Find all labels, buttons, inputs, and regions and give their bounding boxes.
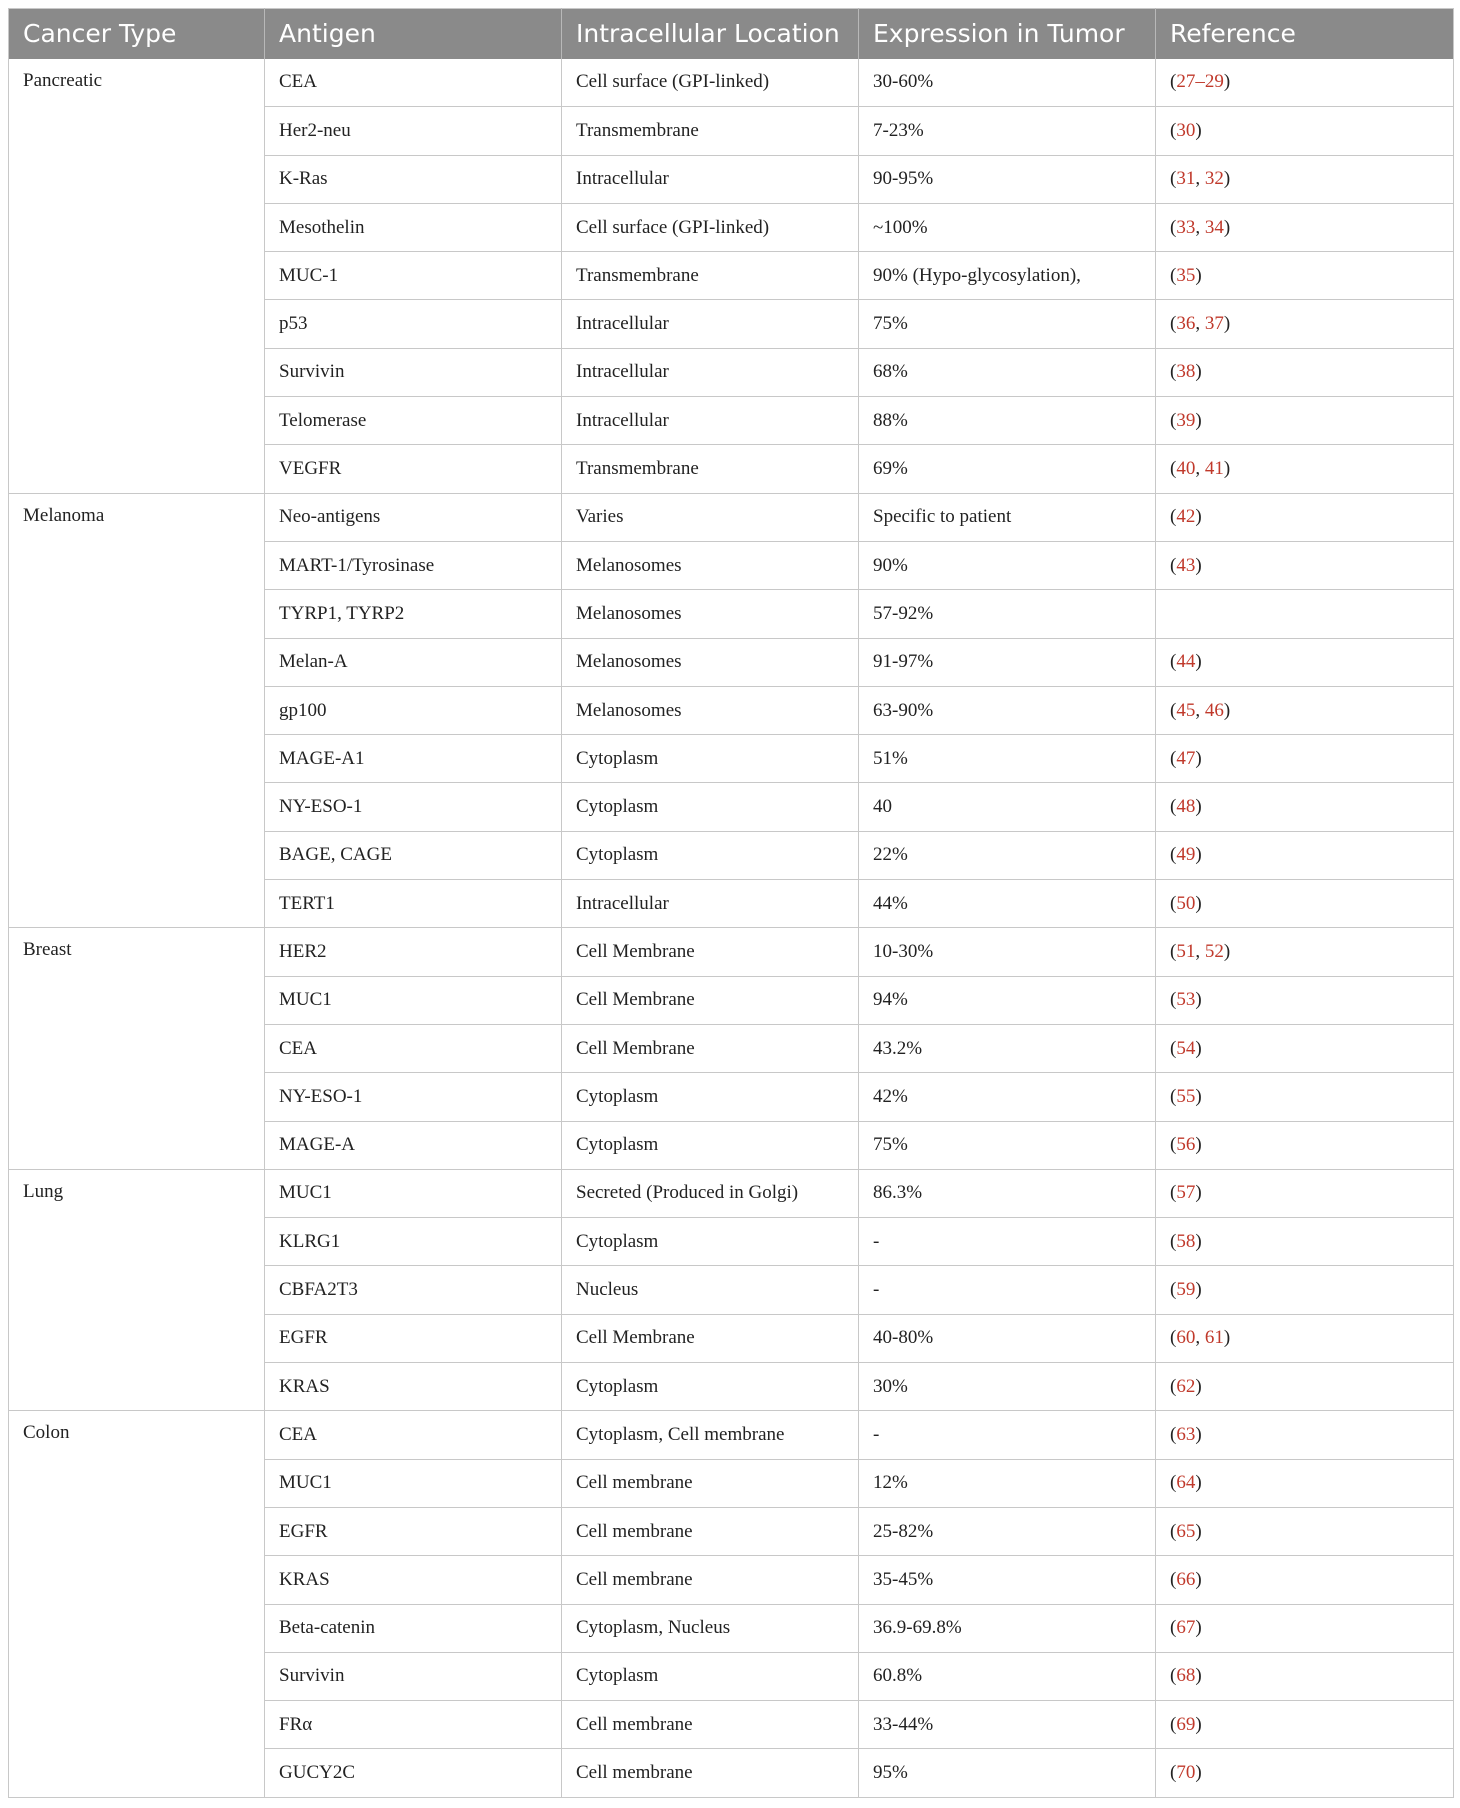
reference-link[interactable]: 43	[1176, 554, 1196, 576]
location-cell: Cytoplasm, Nucleus	[562, 1604, 859, 1652]
reference-cell	[1156, 1652, 1454, 1700]
reference-open-paren: (	[1170, 1762, 1177, 1784]
location-cell: Secreted (Produced in Golgi)	[562, 1169, 859, 1217]
reference-link[interactable]: 66	[1176, 1568, 1196, 1590]
header-intracellular-location: Intracellular Location	[562, 9, 859, 59]
location-cell: Cytoplasm	[562, 783, 859, 831]
expression-cell: 63-90%	[859, 686, 1156, 734]
reference-cell	[1156, 976, 1454, 1024]
antigen-cell: BAGE, CAGE	[265, 831, 562, 879]
reference-close-paren: )	[1223, 313, 1231, 335]
reference-cell	[1156, 880, 1454, 928]
reference-link[interactable]: 61	[1204, 1327, 1224, 1349]
reference-open-paren: (	[1170, 844, 1177, 866]
reference-close-paren: )	[1195, 1279, 1202, 1301]
reference-link[interactable]: 46	[1204, 699, 1224, 721]
reference-open-paren: (	[1170, 1085, 1177, 1107]
reference-open-paren: (	[1170, 409, 1177, 431]
reference-cell	[1156, 1121, 1454, 1169]
antigen-cell: MUC1	[265, 1459, 562, 1507]
reference-cell	[1156, 638, 1454, 686]
antigen-cell: KRAS	[265, 1363, 562, 1411]
reference-open-paren: (	[1170, 747, 1177, 769]
reference-link[interactable]: 68	[1176, 1665, 1196, 1687]
expression-cell: 75%	[859, 1121, 1156, 1169]
reference-close-paren: )	[1223, 71, 1231, 93]
reference-open-paren: (	[1170, 264, 1177, 286]
antigen-cell: p53	[265, 300, 562, 348]
reference-cell	[1156, 1169, 1454, 1217]
reference-link[interactable]: 32	[1204, 168, 1224, 190]
antigen-cell: TERT1	[265, 880, 562, 928]
location-cell: Cell Membrane	[562, 928, 859, 976]
reference-cell	[1156, 735, 1454, 783]
reference-link[interactable]: 31	[1176, 168, 1196, 190]
antigen-cell: EGFR	[265, 1314, 562, 1362]
reference-cell	[1156, 541, 1454, 589]
antigen-cell: CEA	[265, 1411, 562, 1459]
expression-cell: 69%	[859, 445, 1156, 493]
antigen-cell: KRAS	[265, 1556, 562, 1604]
reference-link[interactable]: 60	[1176, 1327, 1196, 1349]
header-expression-in-tumor: Expression in Tumor	[859, 9, 1156, 59]
antigen-cell: gp100	[265, 686, 562, 734]
reference-link[interactable]: 42	[1176, 506, 1196, 528]
antigen-cell: CEA	[265, 1024, 562, 1072]
reference-open-paren: (	[1170, 1134, 1177, 1156]
antigen-cell: Survivin	[265, 348, 562, 396]
location-cell: Intracellular	[562, 155, 859, 203]
antigen-cell: Survivin	[265, 1652, 562, 1700]
reference-link[interactable]: 55	[1176, 1085, 1196, 1107]
reference-open-paren: (	[1170, 168, 1177, 190]
expression-cell: 12%	[859, 1459, 1156, 1507]
reference-close-paren: )	[1195, 1037, 1202, 1059]
expression-cell: 86.3%	[859, 1169, 1156, 1217]
reference-link[interactable]: 59	[1176, 1279, 1196, 1301]
location-cell: Melanosomes	[562, 590, 859, 638]
location-cell: Cytoplasm	[562, 1363, 859, 1411]
reference-open-paren: (	[1170, 1665, 1177, 1687]
reference-link[interactable]: 50	[1176, 892, 1196, 914]
antigen-cell: MUC1	[265, 976, 562, 1024]
reference-cell	[1156, 1459, 1454, 1507]
table-row	[9, 1411, 1454, 1459]
reference-close-paren: )	[1195, 1520, 1202, 1542]
reference-cell	[1156, 1411, 1454, 1459]
location-cell: Transmembrane	[562, 445, 859, 493]
reference-close-paren: )	[1223, 1327, 1231, 1349]
reference-link[interactable]: 67	[1176, 1617, 1196, 1639]
reference-close-paren: )	[1195, 361, 1202, 383]
reference-cell	[1156, 1218, 1454, 1266]
expression-cell: 91-97%	[859, 638, 1156, 686]
location-cell: Cell surface (GPI-linked)	[562, 203, 859, 251]
expression-cell: 22%	[859, 831, 1156, 879]
location-cell: Cytoplasm	[562, 735, 859, 783]
reference-close-paren: )	[1223, 699, 1231, 721]
reference-close-paren: )	[1195, 554, 1202, 576]
expression-cell: 90-95%	[859, 155, 1156, 203]
reference-cell	[1156, 155, 1454, 203]
reference-link[interactable]: 45	[1176, 699, 1196, 721]
reference-link[interactable]: 41	[1204, 458, 1224, 480]
table-row	[9, 1169, 1454, 1217]
location-cell: Intracellular	[562, 880, 859, 928]
reference-separator: ,	[1195, 699, 1205, 721]
antigen-cell: KLRG1	[265, 1218, 562, 1266]
reference-open-paren: (	[1170, 1327, 1177, 1349]
expression-cell: 44%	[859, 880, 1156, 928]
expression-cell: 33-44%	[859, 1701, 1156, 1749]
reference-close-paren: )	[1195, 264, 1202, 286]
reference-link[interactable]: 63	[1176, 1423, 1196, 1445]
expression-cell: 10-30%	[859, 928, 1156, 976]
reference-separator: ,	[1195, 940, 1205, 962]
location-cell: Intracellular	[562, 348, 859, 396]
cancer-type-cell: Melanoma	[9, 493, 265, 928]
location-cell: Melanosomes	[562, 686, 859, 734]
reference-close-paren: )	[1195, 1568, 1202, 1590]
header-row	[9, 9, 1454, 59]
reference-close-paren: )	[1195, 892, 1202, 914]
reference-link[interactable]: 39	[1176, 409, 1196, 431]
reference-open-paren: (	[1170, 458, 1177, 480]
reference-close-paren: )	[1195, 844, 1202, 866]
antigen-cell: Neo-antigens	[265, 493, 562, 541]
reference-close-paren: )	[1195, 1472, 1202, 1494]
reference-close-paren: )	[1223, 940, 1231, 962]
reference-close-paren: )	[1195, 796, 1202, 818]
antigen-cell: NY-ESO-1	[265, 1073, 562, 1121]
expression-cell: 75%	[859, 300, 1156, 348]
reference-cell	[1156, 59, 1454, 107]
cancer-type-cell: Pancreatic	[9, 59, 265, 494]
antigen-cell: HER2	[265, 928, 562, 976]
reference-cell	[1156, 203, 1454, 251]
antigen-cell: MUC-1	[265, 252, 562, 300]
location-cell: Cell Membrane	[562, 1024, 859, 1072]
reference-open-paren: (	[1170, 1617, 1177, 1639]
reference-link[interactable]: 38	[1176, 361, 1196, 383]
location-cell: Cell surface (GPI-linked)	[562, 59, 859, 107]
cancer-type-cell: Lung	[9, 1169, 265, 1410]
antigen-cell: FRα	[265, 1701, 562, 1749]
reference-close-paren: )	[1195, 119, 1202, 141]
reference-open-paren: (	[1170, 313, 1177, 335]
reference-close-paren: )	[1195, 1085, 1202, 1107]
reference-open-paren: (	[1170, 1472, 1177, 1494]
reference-open-paren: (	[1170, 1713, 1177, 1735]
expression-cell: 88%	[859, 397, 1156, 445]
reference-close-paren: )	[1195, 1713, 1202, 1735]
expression-cell: 90% (Hypo-glycosylation),	[859, 252, 1156, 300]
expression-cell: -	[859, 1266, 1156, 1314]
location-cell: Cell membrane	[562, 1556, 859, 1604]
reference-cell	[1156, 493, 1454, 541]
reference-close-paren: )	[1195, 747, 1202, 769]
antigen-cell: MAGE-A1	[265, 735, 562, 783]
expression-cell: ~100%	[859, 203, 1156, 251]
expression-cell: 40	[859, 783, 1156, 831]
reference-link[interactable]: 47	[1176, 747, 1196, 769]
expression-cell: 90%	[859, 541, 1156, 589]
expression-cell: 94%	[859, 976, 1156, 1024]
table-body	[9, 59, 1454, 1798]
antigen-cell: TYRP1, TYRP2	[265, 590, 562, 638]
antigen-cell: MUC1	[265, 1169, 562, 1217]
reference-separator: ,	[1195, 458, 1205, 480]
reference-cell	[1156, 348, 1454, 396]
location-cell: Cell membrane	[562, 1507, 859, 1555]
reference-cell	[1156, 1363, 1454, 1411]
reference-cell	[1156, 783, 1454, 831]
reference-link[interactable]: 37	[1204, 313, 1224, 335]
expression-cell: 30%	[859, 1363, 1156, 1411]
reference-link[interactable]: 36	[1176, 313, 1196, 335]
antigen-table-container	[8, 8, 1453, 1798]
location-cell: Intracellular	[562, 397, 859, 445]
reference-link[interactable]: 30	[1176, 119, 1196, 141]
reference-close-paren: )	[1195, 1423, 1202, 1445]
reference-cell	[1156, 1024, 1454, 1072]
reference-link[interactable]: 44	[1176, 651, 1196, 673]
reference-link[interactable]: 69	[1176, 1713, 1196, 1735]
expression-cell: 68%	[859, 348, 1156, 396]
antigen-cell: Melan-A	[265, 638, 562, 686]
expression-cell: 36.9-69.8%	[859, 1604, 1156, 1652]
reference-open-paren: (	[1170, 940, 1177, 962]
reference-cell	[1156, 1073, 1454, 1121]
reference-open-paren: (	[1170, 554, 1177, 576]
reference-close-paren: )	[1195, 651, 1202, 673]
reference-link[interactable]: 27–29	[1176, 71, 1224, 93]
expression-cell: 40-80%	[859, 1314, 1156, 1362]
reference-link[interactable]: 54	[1176, 1037, 1196, 1059]
reference-close-paren: )	[1223, 216, 1231, 238]
reference-cell	[1156, 1701, 1454, 1749]
reference-open-paren: (	[1170, 1520, 1177, 1542]
antigen-cell: MART-1/Tyrosinase	[265, 541, 562, 589]
location-cell: Intracellular	[562, 300, 859, 348]
reference-separator: ,	[1195, 1327, 1205, 1349]
reference-close-paren: )	[1195, 1182, 1202, 1204]
antigen-cell: NY-ESO-1	[265, 783, 562, 831]
reference-link[interactable]: 57	[1176, 1182, 1196, 1204]
reference-cell	[1156, 252, 1454, 300]
reference-link[interactable]: 51	[1176, 940, 1196, 962]
reference-close-paren: )	[1195, 1617, 1202, 1639]
reference-separator: ,	[1195, 313, 1205, 335]
table-header	[9, 9, 1454, 59]
reference-open-paren: (	[1170, 796, 1177, 818]
reference-separator: ,	[1195, 216, 1205, 238]
reference-link[interactable]: 48	[1176, 796, 1196, 818]
reference-cell	[1156, 1507, 1454, 1555]
reference-link[interactable]: 65	[1176, 1520, 1196, 1542]
reference-cell	[1156, 1266, 1454, 1314]
location-cell: Nucleus	[562, 1266, 859, 1314]
reference-link[interactable]: 35	[1176, 264, 1196, 286]
expression-cell: 7-23%	[859, 107, 1156, 155]
location-cell: Varies	[562, 493, 859, 541]
reference-cell	[1156, 397, 1454, 445]
location-cell: Cell membrane	[562, 1749, 859, 1797]
reference-open-paren: (	[1170, 216, 1177, 238]
reference-link[interactable]: 34	[1204, 216, 1224, 238]
reference-open-paren: (	[1170, 699, 1177, 721]
reference-cell	[1156, 1604, 1454, 1652]
reference-separator: ,	[1195, 168, 1205, 190]
reference-open-paren: (	[1170, 1568, 1177, 1590]
expression-cell: -	[859, 1218, 1156, 1266]
location-cell: Cytoplasm	[562, 1121, 859, 1169]
location-cell: Transmembrane	[562, 107, 859, 155]
antigen-cell: Telomerase	[265, 397, 562, 445]
reference-open-paren: (	[1170, 1037, 1177, 1059]
reference-cell	[1156, 686, 1454, 734]
reference-open-paren: (	[1170, 361, 1177, 383]
reference-open-paren: (	[1170, 1375, 1177, 1397]
reference-cell	[1156, 1314, 1454, 1362]
antigen-cell: MAGE-A	[265, 1121, 562, 1169]
reference-cell	[1156, 1749, 1454, 1797]
reference-close-paren: )	[1195, 989, 1202, 1011]
location-cell: Cell membrane	[562, 1701, 859, 1749]
reference-close-paren: )	[1223, 458, 1231, 480]
expression-cell: 25-82%	[859, 1507, 1156, 1555]
reference-open-paren: (	[1170, 1230, 1177, 1252]
reference-open-paren: (	[1170, 119, 1177, 141]
antigen-cell: K-Ras	[265, 155, 562, 203]
expression-cell: 51%	[859, 735, 1156, 783]
reference-link[interactable]: 58	[1176, 1230, 1196, 1252]
expression-cell: 35-45%	[859, 1556, 1156, 1604]
reference-close-paren: )	[1195, 1375, 1202, 1397]
header-cancer-type: Cancer Type	[9, 9, 265, 59]
reference-link[interactable]: 52	[1204, 940, 1224, 962]
reference-cell	[1156, 1556, 1454, 1604]
expression-cell: 95%	[859, 1749, 1156, 1797]
location-cell: Cytoplasm, Cell membrane	[562, 1411, 859, 1459]
location-cell: Cell membrane	[562, 1459, 859, 1507]
reference-open-paren: (	[1170, 1182, 1177, 1204]
reference-link[interactable]: 56	[1176, 1134, 1196, 1156]
header-reference: Reference	[1156, 9, 1454, 59]
reference-close-paren: )	[1195, 506, 1202, 528]
antigen-cell: Her2-neu	[265, 107, 562, 155]
reference-link[interactable]: 64	[1176, 1472, 1196, 1494]
table-row	[9, 59, 1454, 107]
reference-close-paren: )	[1195, 1134, 1202, 1156]
reference-open-paren: (	[1170, 71, 1177, 93]
antigen-cell: Beta-catenin	[265, 1604, 562, 1652]
location-cell: Cytoplasm	[562, 1073, 859, 1121]
location-cell: Cytoplasm	[562, 831, 859, 879]
location-cell: Melanosomes	[562, 541, 859, 589]
expression-cell: -	[859, 1411, 1156, 1459]
reference-link[interactable]: 53	[1176, 989, 1196, 1011]
reference-close-paren: )	[1195, 1230, 1202, 1252]
reference-close-paren: )	[1195, 409, 1202, 431]
reference-link[interactable]: 49	[1176, 844, 1196, 866]
location-cell: Melanosomes	[562, 638, 859, 686]
reference-cell	[1156, 590, 1454, 638]
expression-cell: Specific to patient	[859, 493, 1156, 541]
reference-link[interactable]: 62	[1176, 1375, 1196, 1397]
reference-cell	[1156, 831, 1454, 879]
reference-link[interactable]: 40	[1176, 458, 1196, 480]
expression-cell: 30-60%	[859, 59, 1156, 107]
location-cell: Cell Membrane	[562, 976, 859, 1024]
antigen-cell: GUCY2C	[265, 1749, 562, 1797]
location-cell: Cell Membrane	[562, 1314, 859, 1362]
reference-close-paren: )	[1195, 1665, 1202, 1687]
expression-cell: 43.2%	[859, 1024, 1156, 1072]
reference-open-paren: (	[1170, 892, 1177, 914]
expression-cell: 57-92%	[859, 590, 1156, 638]
reference-close-paren: )	[1223, 168, 1231, 190]
antigen-cell: CEA	[265, 59, 562, 107]
antigen-cell: Mesothelin	[265, 203, 562, 251]
expression-cell: 42%	[859, 1073, 1156, 1121]
reference-open-paren: (	[1170, 506, 1177, 528]
cancer-type-cell: Colon	[9, 1411, 265, 1797]
antigen-cell: VEGFR	[265, 445, 562, 493]
reference-link[interactable]: 33	[1176, 216, 1196, 238]
location-cell: Cytoplasm	[562, 1218, 859, 1266]
header-antigen: Antigen	[265, 9, 562, 59]
location-cell: Transmembrane	[562, 252, 859, 300]
reference-open-paren: (	[1170, 1279, 1177, 1301]
location-cell: Cytoplasm	[562, 1652, 859, 1700]
reference-open-paren: (	[1170, 989, 1177, 1011]
reference-cell	[1156, 445, 1454, 493]
table-row	[9, 493, 1454, 541]
reference-link[interactable]: 70	[1176, 1762, 1196, 1784]
reference-cell	[1156, 300, 1454, 348]
reference-cell	[1156, 107, 1454, 155]
reference-open-paren: (	[1170, 1423, 1177, 1445]
antigen-cell: CBFA2T3	[265, 1266, 562, 1314]
reference-open-paren: (	[1170, 651, 1177, 673]
table-row	[9, 928, 1454, 976]
antigen-table	[8, 8, 1454, 1798]
expression-cell: 60.8%	[859, 1652, 1156, 1700]
cancer-type-cell: Breast	[9, 928, 265, 1169]
reference-cell	[1156, 928, 1454, 976]
reference-close-paren: )	[1195, 1762, 1202, 1784]
antigen-cell: EGFR	[265, 1507, 562, 1555]
